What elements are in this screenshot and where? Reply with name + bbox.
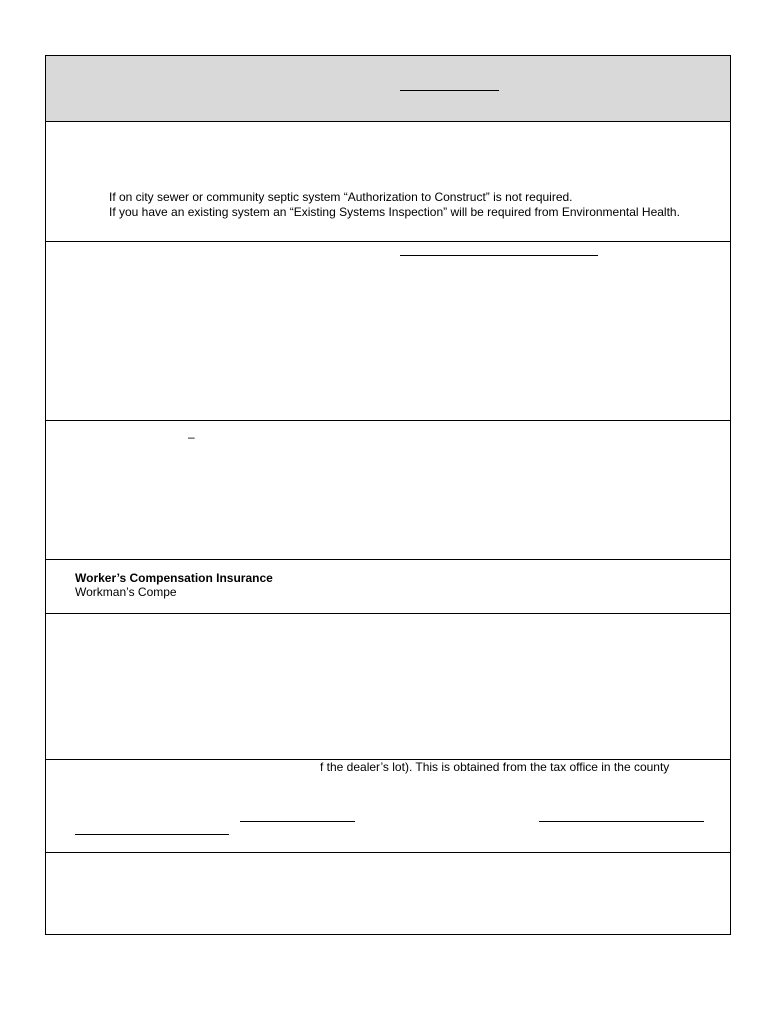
workers-comp-text: Workman’s Compe bbox=[75, 585, 177, 599]
section-blank-line bbox=[400, 255, 598, 256]
blank-line-section-row bbox=[46, 242, 730, 421]
tax-office-text: f the dealer’s lot). This is obtained from the tax office in the county bbox=[320, 760, 670, 774]
signature-line-middle bbox=[240, 821, 355, 822]
form-header-row bbox=[46, 56, 730, 122]
sewer-note-line-1: If on city sewer or community septic system “Authorization to Construct” is not required. bbox=[109, 190, 573, 204]
empty-section-row bbox=[46, 614, 730, 760]
dash-mark: – bbox=[188, 430, 195, 444]
dash-section-row bbox=[46, 421, 730, 560]
final-section-row bbox=[46, 853, 730, 934]
permit-form-table bbox=[45, 55, 731, 935]
sewer-note-line-2: If you have an existing system an “Existing Systems Inspection” will be required from Environmental Health. bbox=[109, 205, 680, 219]
sewer-section-row bbox=[46, 122, 730, 242]
workers-comp-title: Worker’s Compensation Insurance bbox=[75, 571, 273, 585]
signature-line-left bbox=[75, 834, 229, 835]
workers-comp-row bbox=[46, 560, 730, 614]
signature-line-right bbox=[539, 821, 704, 822]
header-blank-line bbox=[400, 90, 499, 91]
tax-office-row bbox=[46, 760, 730, 853]
